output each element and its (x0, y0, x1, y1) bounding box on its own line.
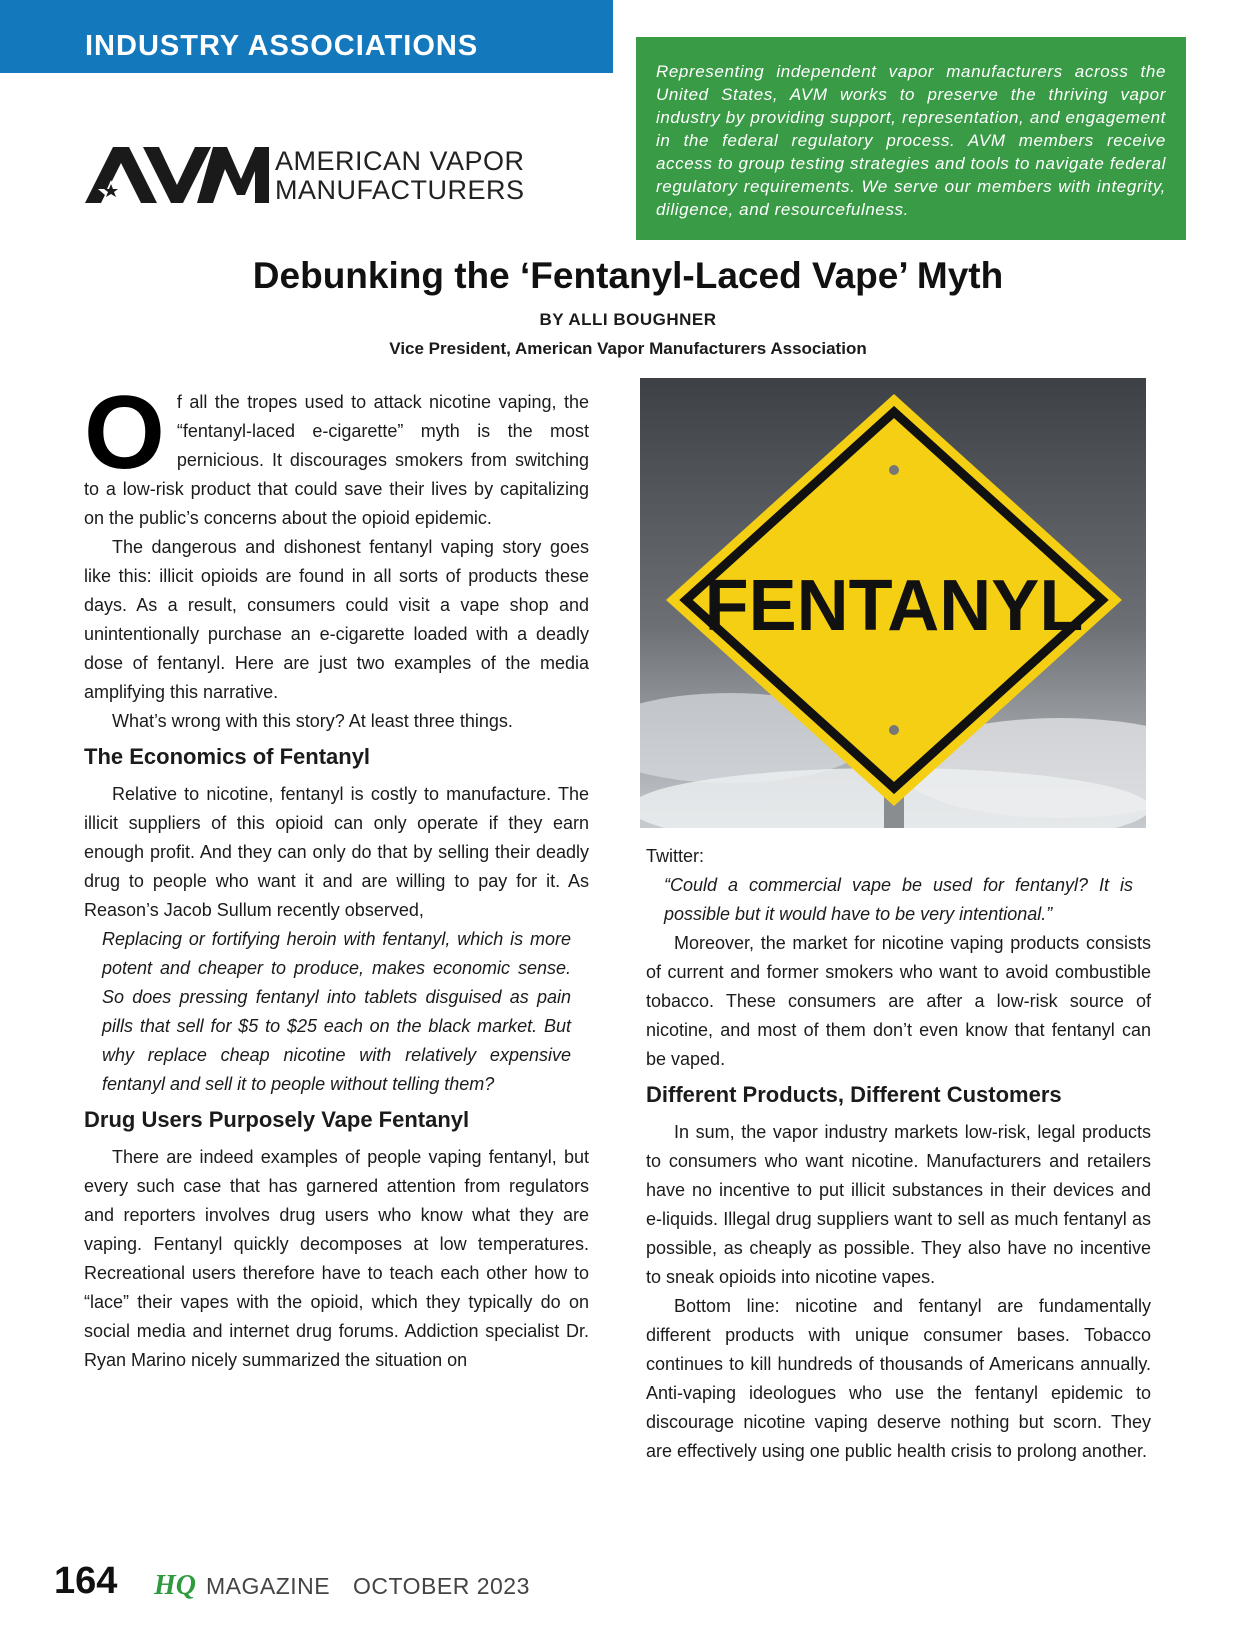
paragraph: The dangerous and dishonest fentanyl vaping story goes like this: illicit opioids are found in all sorts of products these days. As a result, consumers could visit a vape shop and unintentionally purchase an e-cigarette loaded with a deadly dose of fentanyl. Here are just two examples of the media amplifying this narrative. (84, 537, 589, 702)
warning-sign-icon (640, 378, 1146, 828)
paragraph: What’s wrong with this story? At least three things. (112, 711, 513, 731)
right-column (646, 842, 1151, 1466)
block-quote: “Could a commercial vape be used for fentanyl? It is possible but it would have to be very intentional.” (664, 875, 1133, 924)
issue-date: OCTOBER 2023 (353, 1573, 530, 1599)
hq-brand: HQ (154, 1570, 196, 1601)
mission-box (636, 37, 1186, 240)
section-heading: Different Products, Different Customers (646, 1082, 1062, 1107)
paragraph: Bottom line: nicotine and fentanyl are fundamentally different products with unique consumer bases. Tobacco continues to kill hundreds of thousands of Americans annually. Anti-vaping ideologues who use the fentanyl epidemic to discourage nicotine vaping deserve nothing but scorn. They are effectively using one public health crisis to prolong another. (646, 1296, 1151, 1461)
page-footer (54, 1560, 754, 1608)
paragraph: In sum, the vapor industry markets low-risk, legal products to consumers who want nicotine. Manufacturers and retailers have no incentive to put illicit substances in their devices and e-liquids. Illegal drug suppliers want to sell as much fentanyl as possible, as cheaply as possible. They also have no incentive to sneak opioids into nicotine vapes. (646, 1122, 1151, 1287)
left-column (84, 375, 589, 1375)
magazine-label: MAGAZINE (206, 1573, 331, 1599)
section-heading: Drug Users Purposely Vape Fentanyl (84, 1107, 470, 1132)
article-title: Debunking the ‘Fentanyl-Laced Vape’ Myth (252, 255, 1004, 296)
paragraph: There are indeed examples of people vaping fentanyl, but every such case that has garnered attention from regulators and reporters involves drug users who know what they are vaping. Fentanyl quickly decomposes at low temperatures. Recreational users therefore have to teach each other how to “lace” their vapes with the opioid, which they typically do on social media and internet drug forums. Addiction specialist Dr. Ryan Marino nicely summarized the situation on (84, 1147, 589, 1370)
paragraph: Relative to nicotine, fentanyl is costly to manufacture. The illicit suppliers of this opioid can only operate if they earn enough profit. And they can only do that by selling their deadly drug to people who want it and are willing to pay for it. As Reason’s Jacob Sullum recently observed, (84, 784, 589, 920)
drop-cap: O (84, 375, 165, 491)
section-banner (0, 0, 613, 73)
mission-text: Representing independent vapor manufacturers across the United States, AVM works to preserve the thriving vapor industry by providing support, representation, and engagement in the federal regulatory process. AVM members receive access to group testing strategies and tools to navigate federal regulatory requirements. We serve our members with integrity, diligence, and resourcefulness. (656, 62, 1166, 219)
paragraph: Twitter: (646, 846, 705, 866)
avm-logo-mark-icon (85, 145, 270, 205)
avm-logo (85, 145, 590, 205)
paragraph-intro: Of all the tropes used to attack nicotine vaping, the “fentanyl-laced e-cigarette” myth is the most pernicious. It discourages smokers from switching to a low-risk product that could save their lives by capitalizing on the public’s concerns about the opioid epidemic. (84, 375, 589, 528)
fentanyl-sign-photo (640, 378, 1146, 828)
section-heading: The Economics of Fentanyl (84, 744, 371, 769)
block-quote: Replacing or fortifying heroin with fentanyl, which is more potent and cheaper to produce, makes economic sense. So does pressing fentanyl into tablets disguised as pain pills that sell for $5 to $25 each on the black market. But why replace cheap nicotine with relatively expensive fentanyl and sell it to people without telling them? (102, 929, 571, 1094)
paragraph: Moreover, the market for nicotine vaping products consists of current and former smokers who want to avoid combustible tobacco. These consumers are after a low-risk source of nicotine, and most of them don’t even know that fentanyl can be vaped. (646, 933, 1151, 1069)
avm-logo-name: AMERICAN VAPOR MANUFACTURERS (275, 146, 525, 205)
sign-text: FENTANYL (704, 566, 1084, 646)
article-byline: BY ALLI BOUGHNER (539, 310, 717, 329)
section-label: INDUSTRY ASSOCIATIONS (85, 30, 479, 62)
page-number: 164 (54, 1560, 118, 1602)
author-role: Vice President, American Vapor Manufacturers Association (389, 339, 867, 358)
